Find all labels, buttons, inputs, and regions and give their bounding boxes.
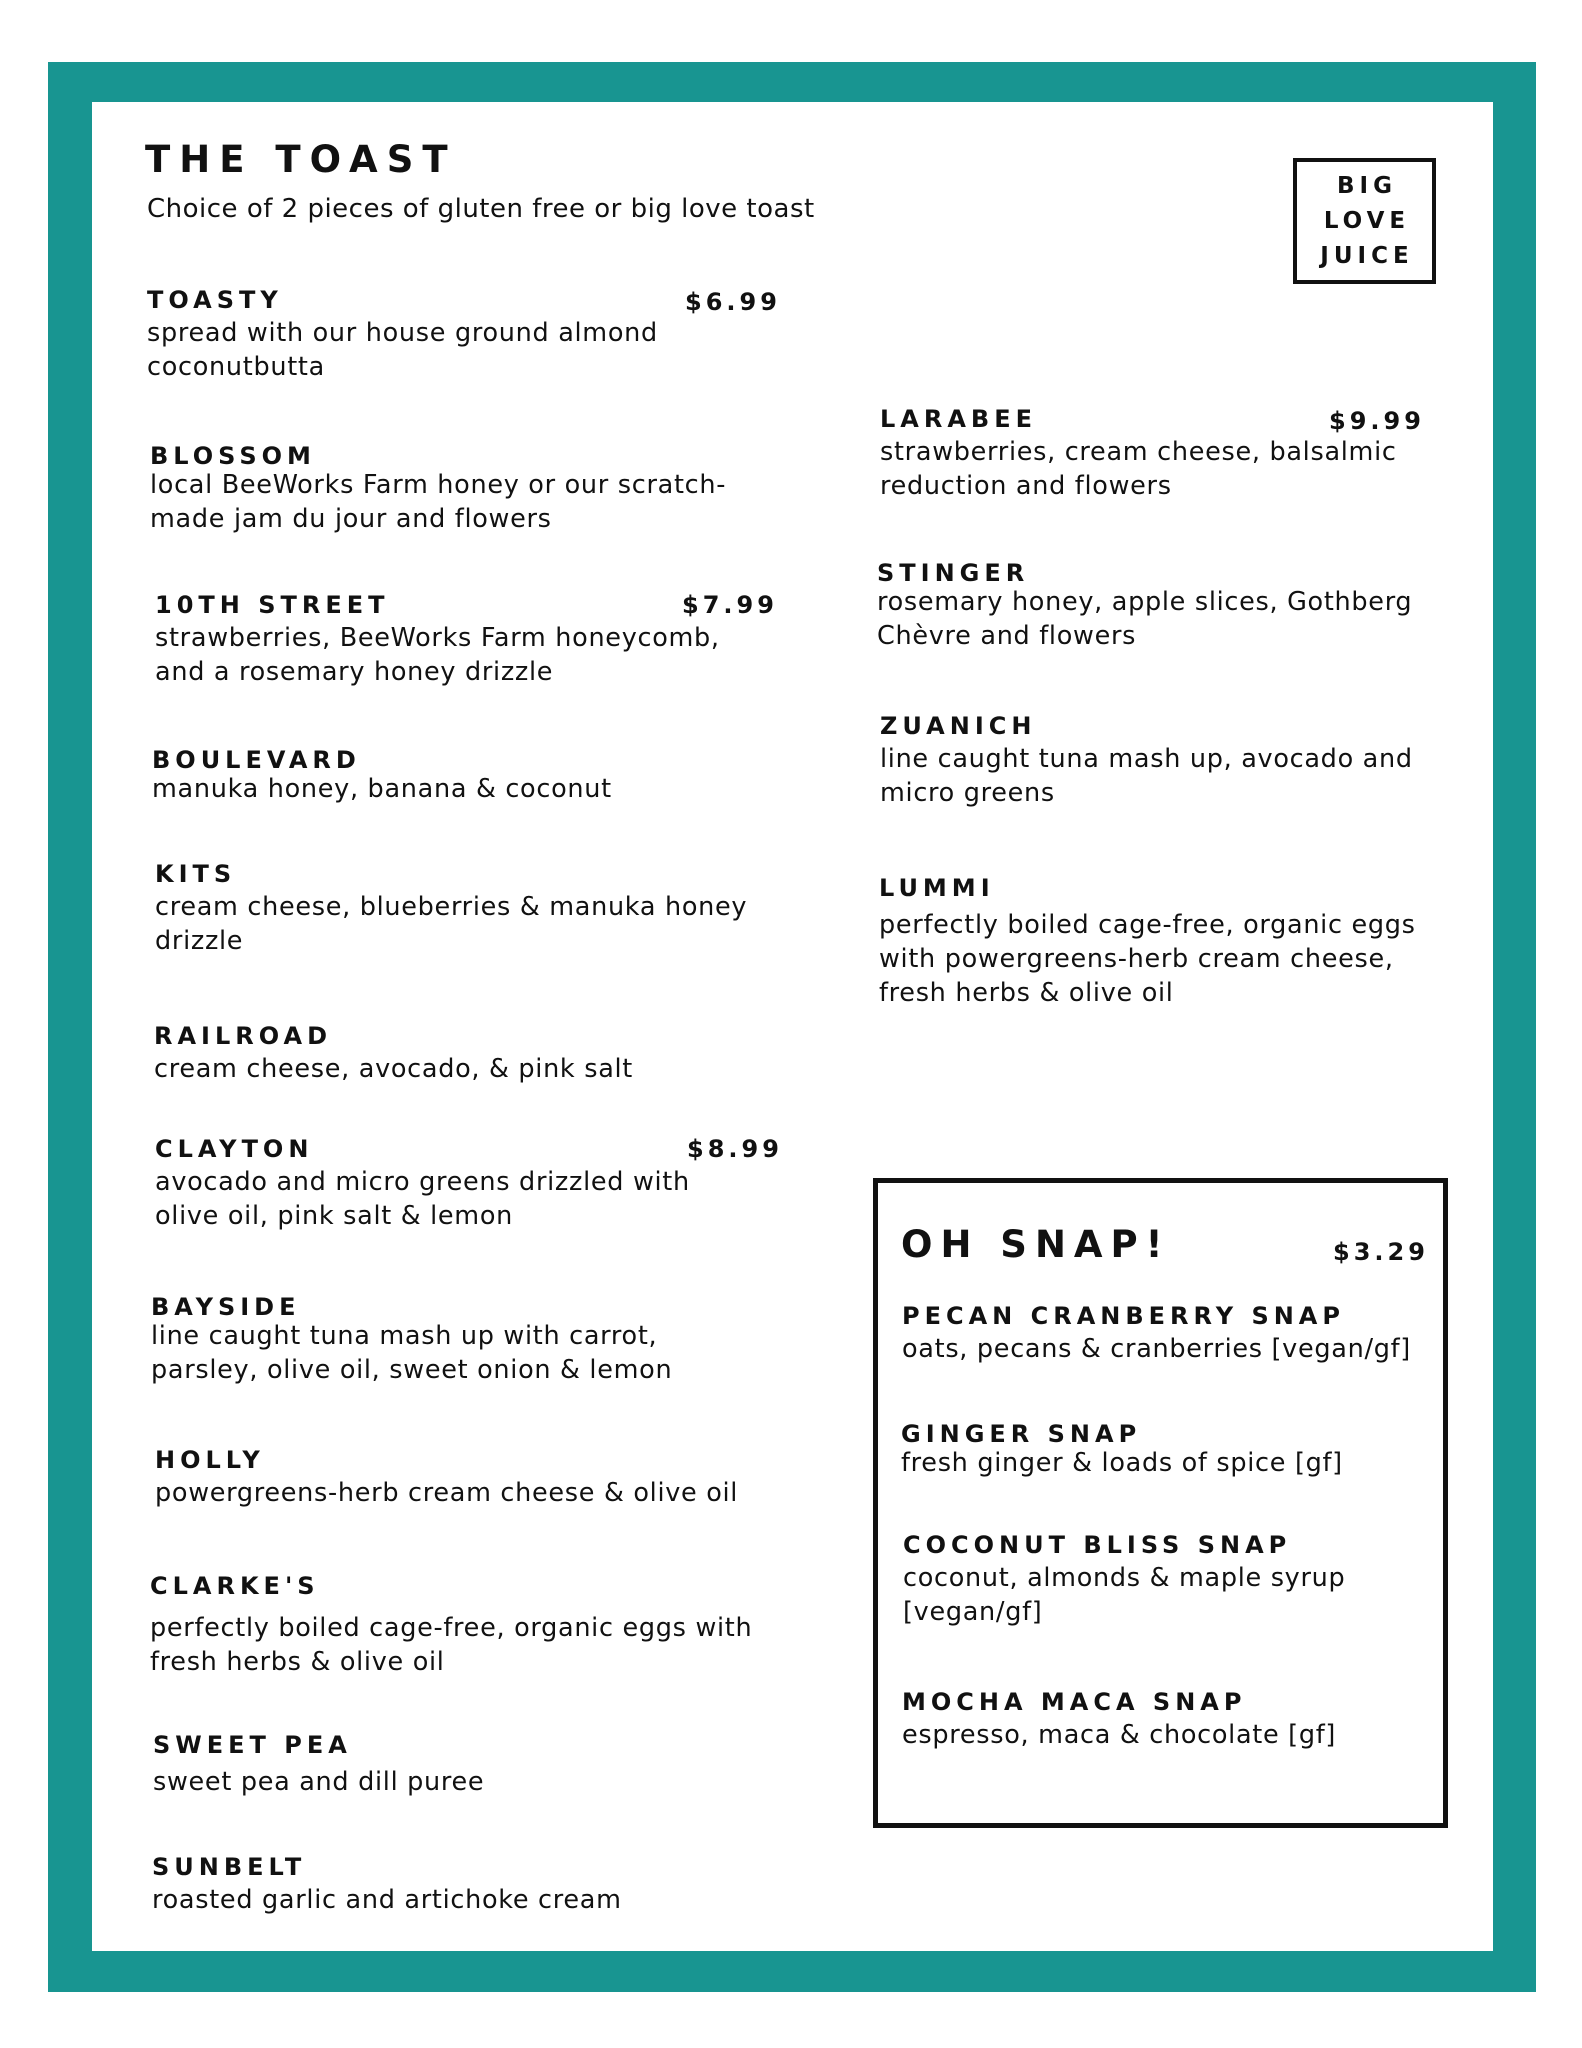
big-love-juice-logo bbox=[1293, 158, 1436, 284]
item-desc: fresh herbs & olive oil bbox=[150, 1647, 445, 1677]
menu-item-toasty bbox=[147, 284, 787, 384]
item-desc: spread with our house ground almond bbox=[147, 318, 658, 348]
snap-item-mocha-maca bbox=[902, 1686, 1422, 1752]
snap-item-ginger bbox=[901, 1418, 1421, 1480]
item-desc: cream cheese, avocado, & pink salt bbox=[154, 1054, 634, 1084]
logo-line: JUICE bbox=[1320, 242, 1414, 269]
item-desc: micro greens bbox=[880, 778, 1055, 808]
logo-line: BIG bbox=[1337, 172, 1397, 199]
item-desc: manuka honey, banana & coconut bbox=[152, 774, 612, 804]
item-desc: espresso, maca & chocolate [gf] bbox=[902, 1720, 1337, 1750]
item-desc: Chèvre and flowers bbox=[877, 621, 1137, 651]
item-desc: fresh herbs & olive oil bbox=[879, 978, 1174, 1008]
item-desc: perfectly boiled cage-free, organic eggs with bbox=[150, 1613, 753, 1643]
menu-item-blossom bbox=[150, 440, 790, 536]
item-name: CLARKE'S bbox=[150, 1572, 320, 1600]
logo-line: LOVE bbox=[1323, 207, 1411, 234]
item-name: HOLLY bbox=[155, 1446, 265, 1474]
item-name: TOASTY bbox=[147, 286, 283, 314]
menu-item-sweet-pea bbox=[153, 1729, 793, 1799]
menu-item-clayton bbox=[155, 1133, 795, 1233]
menu-item-railroad bbox=[154, 1020, 794, 1086]
item-desc: made jam du jour and flowers bbox=[150, 504, 552, 534]
item-desc: olive oil, pink salt & lemon bbox=[155, 1201, 514, 1231]
item-desc: and a rosemary honey drizzle bbox=[155, 657, 554, 687]
price-tier: $7.99 bbox=[682, 591, 778, 619]
item-desc: local BeeWorks Farm honey or our scratch- bbox=[150, 470, 727, 500]
menu-item-zuanich bbox=[880, 710, 1520, 810]
item-desc: perfectly boiled cage-free, organic eggs bbox=[879, 910, 1416, 940]
price-tier: $8.99 bbox=[687, 1135, 783, 1163]
item-desc: strawberries, cream cheese, balsalmic bbox=[880, 437, 1397, 467]
price-tier: $6.99 bbox=[685, 288, 781, 316]
price-tier: $9.99 bbox=[1329, 407, 1425, 435]
item-name: STINGER bbox=[877, 559, 1030, 587]
item-desc: roasted garlic and artichoke cream bbox=[152, 1885, 622, 1915]
oh-snap-title: OH SNAP! bbox=[901, 1223, 1171, 1266]
item-name: LARABEE bbox=[880, 405, 1038, 433]
item-desc: [vegan/gf] bbox=[903, 1597, 1043, 1627]
item-desc: with powergreens-herb cream cheese, bbox=[879, 944, 1394, 974]
item-desc: coconutbutta bbox=[147, 352, 325, 382]
item-desc: coconut, almonds & maple syrup bbox=[903, 1563, 1346, 1593]
menu-item-10th-street bbox=[155, 589, 795, 689]
item-name: KITS bbox=[155, 860, 237, 888]
item-name: RAILROAD bbox=[154, 1022, 333, 1050]
item-name: BOULEVARD bbox=[152, 746, 361, 774]
item-desc: strawberries, BeeWorks Farm honeycomb, bbox=[155, 623, 720, 653]
item-name: CLAYTON bbox=[155, 1135, 314, 1163]
menu-item-bayside bbox=[151, 1291, 791, 1387]
item-name: MOCHA MACA SNAP bbox=[902, 1688, 1247, 1716]
item-name: SUNBELT bbox=[152, 1853, 307, 1881]
item-desc: cream cheese, blueberries & manuka honey bbox=[155, 892, 748, 922]
menu-item-lummi bbox=[879, 872, 1519, 1010]
item-desc: rosemary honey, apple slices, Gothberg bbox=[877, 587, 1413, 617]
item-desc: reduction and flowers bbox=[880, 471, 1172, 501]
item-desc: drizzle bbox=[155, 926, 244, 956]
item-name: LUMMI bbox=[879, 874, 995, 902]
item-desc: sweet pea and dill puree bbox=[153, 1767, 485, 1797]
menu-item-larabee bbox=[880, 403, 1520, 503]
item-desc: line caught tuna mash up with carrot, bbox=[151, 1321, 658, 1351]
item-desc: line caught tuna mash up, avocado and bbox=[880, 744, 1413, 774]
item-name: COCONUT BLISS SNAP bbox=[903, 1531, 1292, 1559]
menu-item-boulevard bbox=[152, 744, 792, 806]
item-name: ZUANICH bbox=[880, 712, 1037, 740]
item-name: SWEET PEA bbox=[153, 1731, 352, 1759]
item-desc: parsley, olive oil, sweet onion & lemon bbox=[151, 1355, 673, 1385]
menu-item-sunbelt bbox=[152, 1851, 792, 1917]
item-name: BLOSSOM bbox=[150, 442, 316, 470]
item-name: BAYSIDE bbox=[151, 1293, 301, 1321]
item-desc: fresh ginger & loads of spice [gf] bbox=[901, 1448, 1343, 1478]
item-desc: oats, pecans & cranberries [vegan/gf] bbox=[902, 1334, 1411, 1364]
menu-item-stinger bbox=[877, 557, 1517, 653]
item-desc: powergreens-herb cream cheese & olive oil bbox=[155, 1478, 739, 1508]
item-desc: avocado and micro greens drizzled with bbox=[155, 1167, 690, 1197]
menu-item-kits bbox=[155, 858, 795, 958]
oh-snap-price: $3.29 bbox=[1333, 1238, 1429, 1266]
menu-subtitle: Choice of 2 pieces of gluten free or big love toast bbox=[147, 194, 815, 224]
menu-title: THE TOAST bbox=[145, 138, 457, 181]
item-name: 10TH STREET bbox=[155, 591, 390, 619]
menu-item-clarkes bbox=[150, 1570, 790, 1679]
item-name: PECAN CRANBERRY SNAP bbox=[902, 1302, 1345, 1330]
item-name: GINGER SNAP bbox=[901, 1420, 1142, 1448]
snap-item-pecan-cranberry bbox=[902, 1300, 1422, 1366]
snap-item-coconut-bliss bbox=[903, 1529, 1423, 1629]
menu-item-holly bbox=[155, 1444, 795, 1510]
